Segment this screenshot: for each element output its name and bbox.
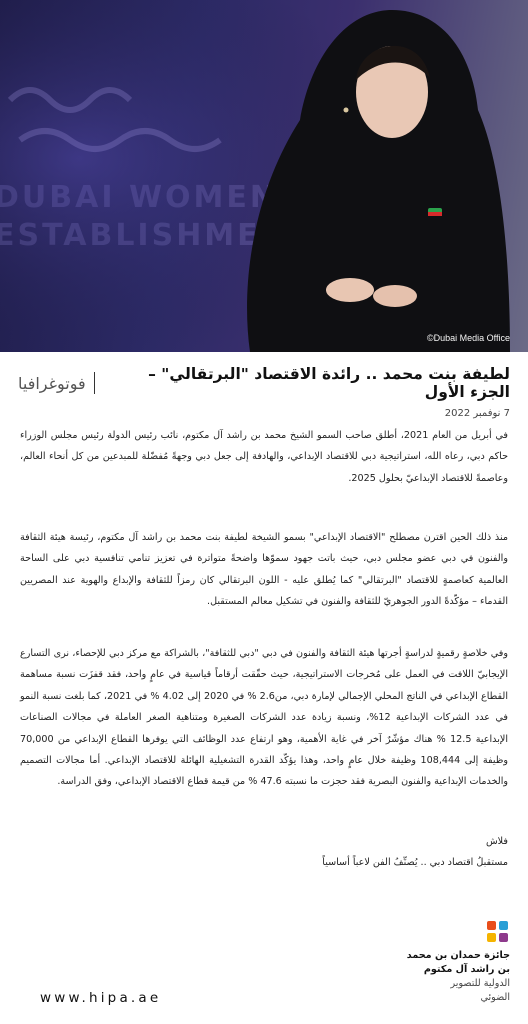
logo-square-2 — [499, 921, 508, 930]
logo-square-1 — [487, 921, 496, 930]
website-link[interactable]: www.hipa.ae — [40, 990, 162, 1006]
article-title: لطيفة بنت محمد .. رائدة الاقتصاد "البرتقالي" – الجزء الأول — [148, 365, 510, 401]
logo-square-3 — [487, 933, 496, 942]
flash-link[interactable]: مستقبلُ اقتصاد دبي .. يُصنِّفُ الفن لاعباً أساسياً — [322, 857, 508, 868]
paragraph-3: وفي خلاصةٍ رقميةٍ لدراسةٍ أجرتها هيئة الثقافة والفنون في دبي "دبي للثقافة"، بالشراكة مع مركز دبي للإحصاء، نرى التسارع الإيجابيّ اللافت في العمل على مُخرجات الاستراتيجية، حيث حقّقت أرقاماً قياسية في عامٍ واحد، فقد قفزَت نسبة مساهمة القطاع الإبداعي في الناتج المحلي الإجمالي لإمارة دبي، من2.6 % في 2020 إلى 4.02 % في 2021، كما بلغت نسبة النمو في عدد الشركات الإبداعية 12%، ونسبة زيادة عدد الشركات الصغيرة ومتناهية الصغر العاملة في مجالات الصناعات الإبداعية 12.5 % هناك مؤشّرٌ آخر في غاية الأهمية، وهو ارتفاع عدد الوظائف التي يوفرها القطاع الإبداعي من 70,000 وظيفة إلى 108,444 وظيفة خلال عامٍ واحد، وهذا يؤكّد القدرة التشغيلية الهائلة للاقتصاد الإبداعي. أما مجالات التصميم والخدمات الإبداعية والفنون البصرية فقد حجزت ما نسبته 47.6 % من قيمة قطاع الاقتصاد الإبداعي، وفق الدراسة. — [20, 648, 509, 788]
photo-credit: ©Dubai Media Office — [426, 333, 510, 343]
publish-date: 7 نوفمبر 2022 — [444, 408, 510, 419]
paragraph-1: في أبريل من العام 2021، أطلق صاحب السمو الشيخ محمد بن راشد آل مكتوم، نائب رئيس الدولة رئيس مجلس الوزراء حاكم دبي، رعاه الله، استراتيجية دبي للاقتصاد الإبداعي، والهادفة إلى جعل دبي وجهةً مُفضّلة للمبدعين من كل أنحاء العالم، وعاصمةً للاقتصاد الإبداعيّ بحلول 2025. — [20, 430, 509, 484]
header-divider — [94, 372, 96, 394]
paragraph-2: منذ ذلك الحين اقترن مصطلح "الاقتصاد الإبداعي" بسمو الشيخة لطيفة بنت محمد بن راشد آل مكتوم، رئيسة هيئة الثقافة والفنون في دبي عضو مجلس دبي، حيث باتت جهود سموّها واضحةً متواترة في تعزيز تنامي تنافسية دبي على الساحة العالمية كعاصمةٍ للاقتصاد "البرتقالي" كما يُطلق عليه - اللون البرتقالي كان رمزاً للثقافة والإبداع والهوية عند المصريين القدماء – مؤكّدةً الدور الجوهريّ للثقافة والفنون في تشكيل معالم المستقبل. — [20, 532, 508, 608]
organization-name — [407, 949, 510, 1005]
hero-photo — [0, 0, 528, 352]
article-header — [18, 365, 510, 401]
portrait-illustration — [0, 0, 528, 352]
org-line-3: الدولية للتصوير — [450, 978, 510, 989]
flash-label: فلاش — [485, 836, 508, 847]
logo-square-4 — [499, 933, 508, 942]
org-line-1: جائزة حمدان بن محمد — [406, 950, 510, 961]
hipa-logo-icon — [487, 921, 509, 943]
org-line-2: بن راشد آل مكتوم — [423, 964, 510, 975]
org-line-4: الضوئي — [480, 992, 510, 1003]
section-label[interactable]: فوتوغرافيا — [18, 373, 86, 393]
